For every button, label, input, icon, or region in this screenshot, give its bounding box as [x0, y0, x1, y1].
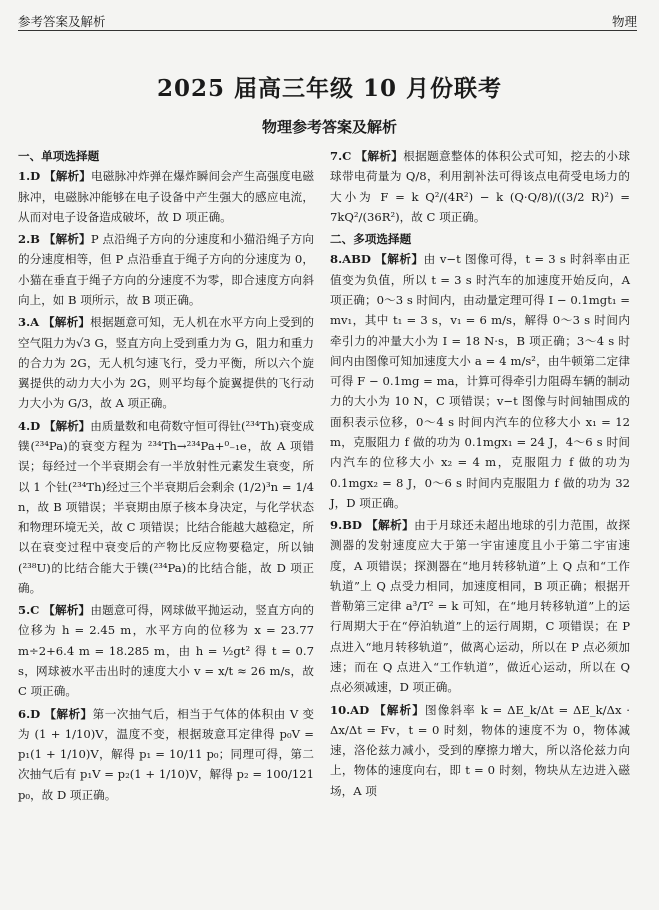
analysis-tag: 【解析】 [43, 603, 91, 618]
analysis-text: 电磁脉冲炸弹在爆炸瞬间会产生高强度电磁脉冲，电磁脉冲能够在电子设备中产生强大的感应电流，从而对电子设备造成破坏，故 D 项正确。 [18, 169, 314, 224]
answer-number: 7.C [330, 149, 352, 163]
section-heading-multiple-choice: 二、多项选择题 [330, 232, 412, 247]
analysis-tag: 【解析】 [43, 315, 91, 330]
page-header [18, 10, 637, 31]
answer-key-subtitle: 物理参考答案及解析 [261, 118, 397, 136]
left-column [18, 146, 314, 807]
answer-item [330, 249, 630, 513]
answer-number: 1.D [18, 169, 41, 184]
header-left-label: 参考答案及解析 [18, 14, 106, 29]
analysis-text: P 点沿绳子方向的分速度和小猫沿绳子方向的分速度相等，但 P 点沿垂直于绳子方向的分速度为 0，小猫在垂直于绳子方向的分速度不为零，即合速度方向斜向上，如 B 项所示，故 B 项正确。 [18, 232, 314, 307]
right-answer-list-top [330, 146, 630, 227]
analysis-text: 图像斜率 k = ΔE_k/Δt = ΔE_k/Δx · Δx/Δt = Fv，t = 0 时刻，物体的速度不为 0，物体减速，洛伦兹力减小，受到的摩擦力增大，所以洛伦兹力向上，物体的速度向右，即 t = 0 时刻，物块从左边进入磁场，A 项 [330, 702, 630, 798]
analysis-tag: 【解析】 [375, 252, 424, 267]
right-answer-list-bottom [330, 249, 630, 801]
answer-number: 9.BD [330, 518, 362, 533]
analysis-tag: 【解析】 [44, 706, 93, 721]
analysis-tag: 【解析】 [374, 702, 425, 717]
analysis-text: 第一次抽气后，相当于气体的体积由 V 变为 (1 + 1/10)V，温度不变，根据玻意耳定律得 p₀V = p₁(1 + 1/10)V，解得 p₁ = 10/11 p₀；同理可得，第二次抽气后有 p₁V = p₂(1 + 1/10)V，解得 p₂ = 100/121 p₀，故 D 项正确。 [18, 706, 314, 802]
exam-title: 2025 届高三年级 10 月份联考 [156, 75, 503, 102]
answer-item [18, 600, 314, 701]
answer-number: 8.ABD [330, 252, 371, 267]
analysis-tag: 【解析】 [366, 518, 415, 533]
analysis-text: 由于月球还未超出地球的引力范围，故探测器的发射速度应大于第一宇宙速度且小于第二宇宙速度，A 项错误；探测器在“地月转移轨道”上 Q 点和“工作轨道”上 Q 点受力相同，加速度相同，B 项正确；根据开普勒第三定律 a³/T² = k 可知，在“地月转移轨道”上的运行周期大于在“停泊轨道”上的运行周期，C 项错误；在 P 点进入“地月转移轨道”，做离心运动，所以在 P 点必须加速；而在 Q 点进入“工作轨道”，做近心运动，所以在 Q 点必须减速，D 项正确。 [330, 518, 630, 695]
analysis-text: 根据题意可知，无人机在水平方向上受到的空气阻力为√3 G，竖直方向上受到重力为 G，阻力和重力的合力为 2G，无人机匀速飞行，受力平衡，所以六个旋翼提供的动力大小为 2G，则平均每个旋翼提供的飞行动力大小为 G/3，故 A 项正确。 [18, 315, 314, 411]
answer-number: 3.A [18, 315, 40, 330]
analysis-tag: 【解析】 [44, 169, 91, 184]
answer-item [18, 704, 314, 805]
analysis-text: 由题意可得，网球做平抛运动，竖直方向的位移为 h = 2.45 m，水平方向的位移为 x = 23.77 m÷2+6.4 m = 18.285 m，由 h = ½gt² 得 t = 0.7 s，网球被水平击出时的速度大小 v = x/t ≈ 26 m/s，故 C 项正确。 [18, 603, 314, 699]
right-column [330, 146, 630, 803]
answer-item [18, 416, 314, 599]
answer-item [18, 166, 314, 227]
answer-number: 2.B [18, 232, 40, 247]
analysis-tag: 【解析】 [43, 232, 91, 247]
answer-item [330, 146, 630, 227]
analysis-tag: 【解析】 [43, 418, 91, 433]
header-subject-label: 物理 [611, 14, 637, 29]
answer-number: 10.AD [330, 702, 370, 717]
answer-number: 5.C [18, 603, 40, 618]
answer-item [330, 515, 630, 698]
answer-number: 4.D [18, 418, 41, 433]
answer-number: 6.D [18, 706, 41, 721]
section-heading-single-choice: 一、单项选择题 [18, 149, 100, 163]
answer-item [18, 229, 314, 310]
left-answer-list [18, 166, 314, 805]
analysis-tag: 【解析】 [355, 149, 404, 163]
analysis-text: 根据题意整体的体积公式可知，挖去的小球球带电荷量为 Q/8，利用割补法可得该点电荷受电场力的大小为 F = k Q²/(4R²) − k (Q·Q/8)/((3/2 R)²) = 7kQ²/(36R²)，故 C 项正确。 [330, 149, 630, 224]
answer-item [18, 312, 314, 413]
analysis-text: 由质量数和电荷数守恒可得钍(²³⁴Th)衰变成镤(²³⁴Pa)的衰变方程为 ²³⁴Th→²³⁴Pa+⁰₋₁e，故 A 项错误；每经过一个半衰期会有一半放射性元素发生衰变，所以 1 个钍(²³⁴Th)经过三个半衰期后会剩余 (1/2)³n = 1/4 n，故 B 项错误；半衰期由原子核本身决定，与化学状态和物理环境无关，故 C 项错误；比结合能越大越稳定，所以在衰变过程中衰变后的产物比反应物要稳定，所以铀(²³⁸U)的比结合能大于镤(²³⁴Pa)的比结合能，故 D 项正确。 [18, 418, 314, 595]
answer-item [330, 700, 630, 801]
analysis-text: 由 v−t 图像可得，t = 3 s 时斜率由正值变为负值，所以 t = 3 s 时汽车的加速度开始反向，A 项正确；0～3 s 时间内，由动量定理可得 I − 0.1mgt₁ = mv₁，其中 t₁ = 3 s，v₁ = 6 m/s，解得 0～3 s 时间内牵引力的冲量大小为 I = 18 N·s，B 项正确；3～4 s 时间内由图像可知加速度大小 a = 4 m/s²，由牛顿第二定律可得 F − 0.1mg = ma，计算可得牵引力阻碍车辆的制动力的大小为 10 N，C 项错误；v−t 图像与时间轴围成的面积表示位移，0～4 s 时间内汽车的位移大小 x₁ = 12 m，克服阻力 f 做的功为 0.1mgx₁ = 24 J，4～6 s 时间内汽车的位移大小 x₂ = 4 m，克服阻力 f 做的功为 0.1mgx₂ = 8 J，0～6 s 时间内克服阻力 f 做的功为 32 J，D 项正确。 [330, 252, 630, 510]
